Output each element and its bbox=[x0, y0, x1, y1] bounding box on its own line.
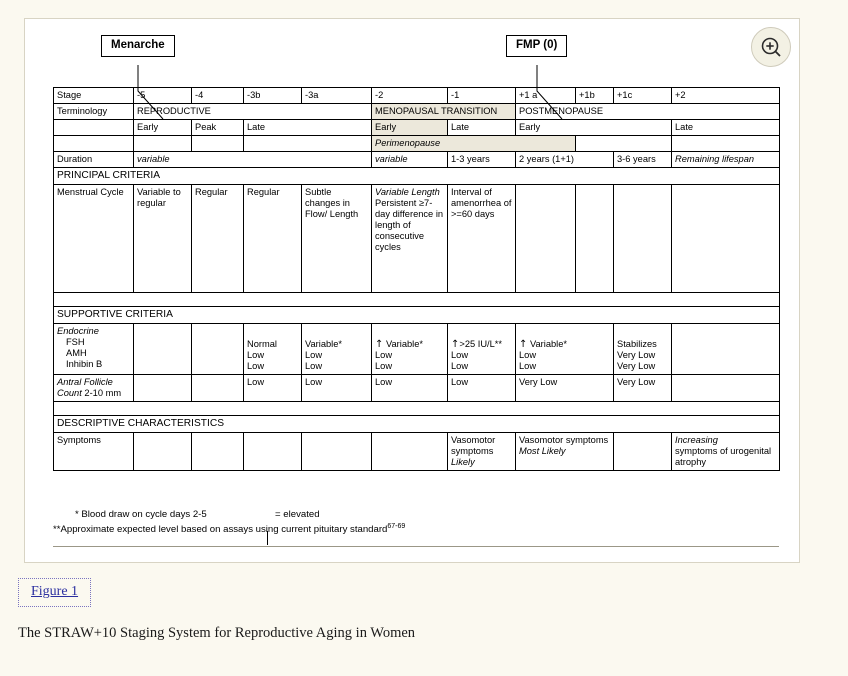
symptoms-cell-blank bbox=[302, 432, 372, 470]
up-arrow-icon: ↑ bbox=[375, 338, 384, 350]
symptoms-cell-1c bbox=[614, 432, 672, 470]
straw-table-wrapper bbox=[53, 87, 779, 471]
footnote-approximate-level: **Approximate expected level based on assays using current pituitary standard bbox=[53, 524, 388, 536]
symptoms-increasing: Increasing bbox=[675, 434, 718, 445]
straw-table bbox=[53, 87, 780, 471]
afc-cell-2plus bbox=[672, 374, 780, 401]
endocrine-value: Stabilizes bbox=[617, 338, 657, 349]
endocrine-fsh-label: FSH bbox=[66, 336, 85, 347]
stage-cell: -1 bbox=[448, 88, 516, 104]
symptoms-likelihood: Most Likely bbox=[519, 445, 566, 456]
endocrine-inhibinb-label: Inhibin B bbox=[66, 358, 103, 369]
afc-cell-3b: Low bbox=[244, 374, 302, 401]
menstrual-cell-2 bbox=[372, 184, 448, 292]
section-descriptive-characteristics bbox=[54, 415, 780, 432]
symptoms-cell-2plus bbox=[672, 432, 780, 470]
section-supportive-label: SUPPORTIVE CRITERIA bbox=[54, 306, 780, 323]
endocrine-value: Low bbox=[305, 360, 323, 371]
up-arrow-icon: ↑ bbox=[519, 338, 528, 350]
section-supportive-criteria bbox=[54, 306, 780, 323]
afc-cell-3a: Low bbox=[302, 374, 372, 401]
section-descriptive-label: DESCRIPTIVE CHARACTERISTICS bbox=[54, 415, 780, 432]
section-principal-criteria bbox=[54, 167, 780, 184]
term-menopausal-transition: MENOPAUSAL TRANSITION bbox=[372, 103, 516, 119]
endocrine-value: Low bbox=[305, 349, 323, 360]
stage-cell: -3b bbox=[244, 88, 302, 104]
stage-cell: +1c bbox=[614, 88, 672, 104]
menstrual-cell-4: Regular bbox=[192, 184, 244, 292]
row-label-terminology: Terminology bbox=[54, 103, 134, 119]
table-row-spacer bbox=[54, 292, 780, 306]
menstrual-persistent-text: Persistent ≥7- day difference in length of consecutive cycles bbox=[375, 197, 444, 252]
row-label-duration: Duration bbox=[54, 151, 134, 167]
subterm-late-post: Late bbox=[672, 119, 780, 135]
endocrine-value: >25 IU/L** bbox=[459, 338, 503, 349]
symptoms-cell-blank bbox=[192, 432, 244, 470]
row-label-stage: Stage bbox=[54, 88, 134, 104]
figure-link-label: Figure 1 bbox=[31, 584, 79, 599]
stage-cell: -2 bbox=[372, 88, 448, 104]
term-postmenopause: POSTMENOPAUSE bbox=[516, 103, 780, 119]
endocrine-value: Normal bbox=[247, 338, 277, 349]
footnote-line-1 bbox=[53, 509, 779, 522]
duration-1c: 3-6 years bbox=[614, 151, 672, 167]
menstrual-cell-blank bbox=[516, 184, 576, 292]
footnote-rule bbox=[53, 546, 779, 547]
endocrine-cell-2plus bbox=[672, 323, 780, 374]
peri-blank bbox=[244, 135, 372, 151]
subterm-peak: Peak bbox=[192, 119, 244, 135]
footnote-reference-superscript: 67-69 bbox=[387, 522, 406, 530]
menstrual-cell-blank bbox=[672, 184, 780, 292]
row-label-subterm bbox=[54, 119, 134, 135]
endocrine-cell-3b bbox=[244, 323, 302, 374]
symptoms-text: Vasomotor symptoms bbox=[519, 434, 609, 445]
endocrine-cell-blank bbox=[134, 323, 192, 374]
figure-panel bbox=[24, 18, 800, 563]
table-row-spacer bbox=[54, 401, 780, 415]
callout-fmp: FMP (0) bbox=[506, 35, 567, 57]
afc-cell-1: Low bbox=[448, 374, 516, 401]
duration-1a-1b: 2 years (1+1) bbox=[516, 151, 614, 167]
endocrine-amh-label: AMH bbox=[66, 347, 87, 358]
afc-cell-1a-1b: Very Low bbox=[516, 374, 614, 401]
row-label-afc bbox=[54, 374, 134, 401]
footnote-elevated: = elevated bbox=[275, 509, 320, 520]
subterm-early-post: Early bbox=[516, 119, 672, 135]
endocrine-value: Low bbox=[247, 349, 265, 360]
endocrine-value: Low bbox=[451, 360, 469, 371]
symptoms-cell-1 bbox=[448, 432, 516, 470]
section-principal-label: PRINCIPAL CRITERIA bbox=[54, 167, 780, 184]
up-arrow-icon: ↑ bbox=[451, 338, 460, 350]
subterm-early-mt: Early bbox=[372, 119, 448, 135]
subterm-late-mt: Late bbox=[448, 119, 516, 135]
menstrual-variable-length: Variable Length bbox=[375, 186, 440, 197]
table-row-antral-follicle-count bbox=[54, 374, 780, 401]
afc-cell-1c: Very Low bbox=[614, 374, 672, 401]
spacer-cell bbox=[54, 292, 780, 306]
peri-blank bbox=[134, 135, 192, 151]
table-row-perimenopause bbox=[54, 135, 780, 151]
endocrine-cell-1 bbox=[448, 323, 516, 374]
table-row-symptoms bbox=[54, 432, 780, 470]
menstrual-cell-3b: Regular bbox=[244, 184, 302, 292]
endocrine-value: Variable* bbox=[305, 338, 343, 349]
endocrine-cell-1a-1b bbox=[516, 323, 614, 374]
footnote-blood-draw: * Blood draw on cycle days 2-5 bbox=[75, 509, 207, 520]
stage-cell: -3a bbox=[302, 88, 372, 104]
afc-cell-blank bbox=[134, 374, 192, 401]
endocrine-value: Low bbox=[247, 360, 265, 371]
term-reproductive: REPRODUCTIVE bbox=[134, 103, 372, 119]
afc-label-tail: 2-10 mm bbox=[84, 387, 122, 398]
afc-label: Antral Follicle Count bbox=[57, 376, 113, 398]
endocrine-cell-3a bbox=[302, 323, 372, 374]
endocrine-value: Very Low bbox=[617, 349, 656, 360]
endocrine-value: Low bbox=[375, 349, 393, 360]
row-label-menstrual-cycle: Menstrual Cycle bbox=[54, 184, 134, 292]
row-label-symptoms: Symptoms bbox=[54, 432, 134, 470]
symptoms-text: Vasomotor symptoms bbox=[451, 434, 496, 456]
symptoms-cell-blank bbox=[244, 432, 302, 470]
endocrine-label: Endocrine bbox=[57, 325, 99, 336]
stage-cell: -5 bbox=[134, 88, 192, 104]
stage-cell: +2 bbox=[672, 88, 780, 104]
figure-caption: The STRAW+10 Staging System for Reproductive Aging in Women bbox=[18, 625, 416, 641]
duration-early-mt: variable bbox=[372, 151, 448, 167]
symptoms-cell-blank bbox=[372, 432, 448, 470]
row-label-endocrine bbox=[54, 323, 134, 374]
afc-cell-2: Low bbox=[372, 374, 448, 401]
peri-blank bbox=[192, 135, 244, 151]
endocrine-value: Variable* bbox=[529, 338, 568, 349]
menstrual-cell-blank bbox=[576, 184, 614, 292]
endocrine-cell-2 bbox=[372, 323, 448, 374]
afc-cell-blank bbox=[192, 374, 244, 401]
table-row-terminology bbox=[54, 103, 780, 119]
table-row-stage bbox=[54, 88, 780, 104]
figure-link[interactable] bbox=[18, 578, 91, 607]
endocrine-value: Low bbox=[451, 349, 469, 360]
table-row-duration bbox=[54, 151, 780, 167]
menstrual-cell-1: Interval of amenorrhea of >=60 days bbox=[448, 184, 516, 292]
endocrine-value: Low bbox=[519, 360, 537, 371]
stage-cell: -4 bbox=[192, 88, 244, 104]
menstrual-cell-5: Variable to regular bbox=[134, 184, 192, 292]
endocrine-cell-1c bbox=[614, 323, 672, 374]
subterm-late-repro: Late bbox=[244, 119, 372, 135]
duration-late-mt: 1-3 years bbox=[448, 151, 516, 167]
symptoms-cell-1a-1b bbox=[516, 432, 614, 470]
endocrine-value: Very Low bbox=[617, 360, 656, 371]
symptoms-urogenital: symptoms of urogenital atrophy bbox=[675, 445, 772, 467]
callout-menarche: Menarche bbox=[101, 35, 175, 57]
endocrine-value: Low bbox=[375, 360, 393, 371]
endocrine-value: Low bbox=[519, 349, 537, 360]
footnote-caret-mark bbox=[267, 531, 268, 545]
endocrine-value: Variable* bbox=[385, 338, 424, 349]
row-label-peri bbox=[54, 135, 134, 151]
duration-2: Remaining lifespan bbox=[672, 151, 780, 167]
stage-cell: +1b bbox=[576, 88, 614, 104]
peri-blank bbox=[576, 135, 672, 151]
symptoms-cell-blank bbox=[134, 432, 192, 470]
duration-repro: variable bbox=[134, 151, 372, 167]
symptoms-likelihood: Likely bbox=[451, 456, 475, 467]
peri-label: Perimenopause bbox=[372, 135, 576, 151]
spacer-cell bbox=[54, 401, 780, 415]
footnotes bbox=[53, 509, 779, 537]
table-row-menstrual-cycle bbox=[54, 184, 780, 292]
menstrual-cell-3a: Subtle changes in Flow/ Length bbox=[302, 184, 372, 292]
stage-cell: +1 a bbox=[516, 88, 576, 104]
table-row-subterminology bbox=[54, 119, 780, 135]
footnote-line-2 bbox=[53, 522, 779, 537]
table-row-endocrine bbox=[54, 323, 780, 374]
menstrual-cell-blank bbox=[614, 184, 672, 292]
subterm-early-repro: Early bbox=[134, 119, 192, 135]
endocrine-cell-blank bbox=[192, 323, 244, 374]
peri-blank bbox=[672, 135, 780, 151]
